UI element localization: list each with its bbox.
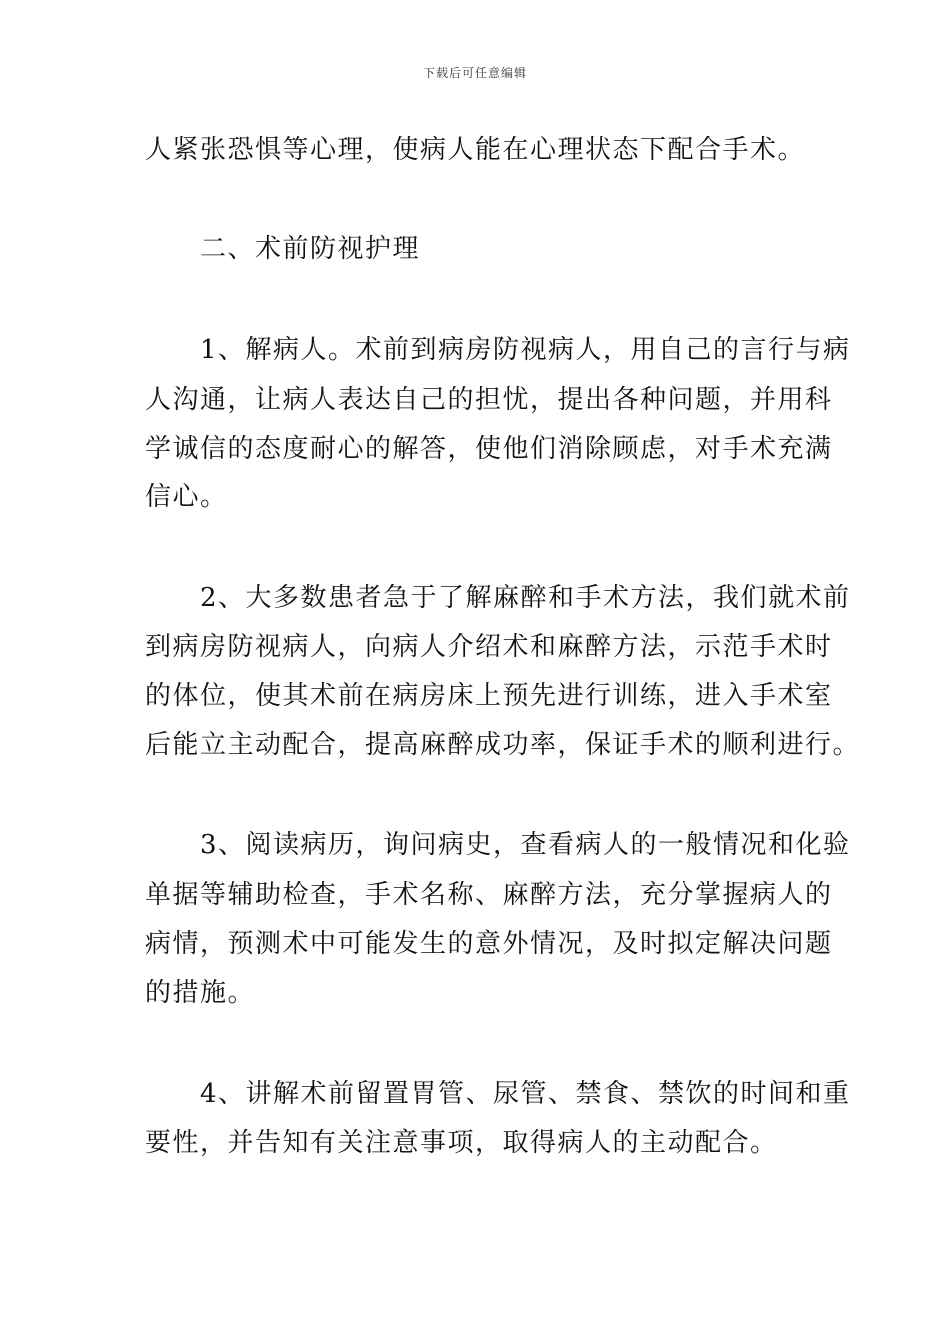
text-line: 病情，预测术中可能发生的意外情况，及时拟定解决问题 xyxy=(145,929,833,959)
text-line: 要性，并告知有关注意事项，取得病人的主动配合。 xyxy=(145,1128,778,1158)
text-line: 人紧张恐惧等心理，使病人能在心理状态下配合手术。 xyxy=(145,135,806,165)
text-line: 后能立主动配合，提高麻醉成功率，保证手术的顺利进行。 xyxy=(145,730,861,760)
text-line: 1、解病人。术前到病房防视病人，用自己的言行与病 xyxy=(145,335,851,365)
page-header: 下载后可任意编辑 xyxy=(422,66,527,80)
text-line: 信心。 xyxy=(145,482,228,512)
section-heading: 二、术前防视护理 xyxy=(145,234,421,264)
text-line: 人沟通，让病人表达自己的担忧，提出各种问题，并用科 xyxy=(145,385,833,415)
text-line: 4、讲解术前留置胃管、尿管、禁食、禁饮的时间和重 xyxy=(145,1079,851,1109)
text-line: 3、阅读病历，询问病史，查看病人的一般情况和化验 xyxy=(145,830,851,860)
text-line: 的措施。 xyxy=(145,978,256,1008)
text-line: 的体位，使其术前在病房床上预先进行训练，进入手术室 xyxy=(145,681,833,711)
text-line: 到病房防视病人，向病人介绍术和麻醉方法，示范手术时 xyxy=(145,632,833,662)
text-line: 2、大多数患者急于了解麻醉和手术方法，我们就术前 xyxy=(145,583,851,613)
text-line: 单据等辅助检查，手术名称、麻醉方法，充分掌握病人的 xyxy=(145,880,833,910)
text-line: 学诚信的态度耐心的解答，使他们消除顾虑，对手术充满 xyxy=(145,434,833,464)
